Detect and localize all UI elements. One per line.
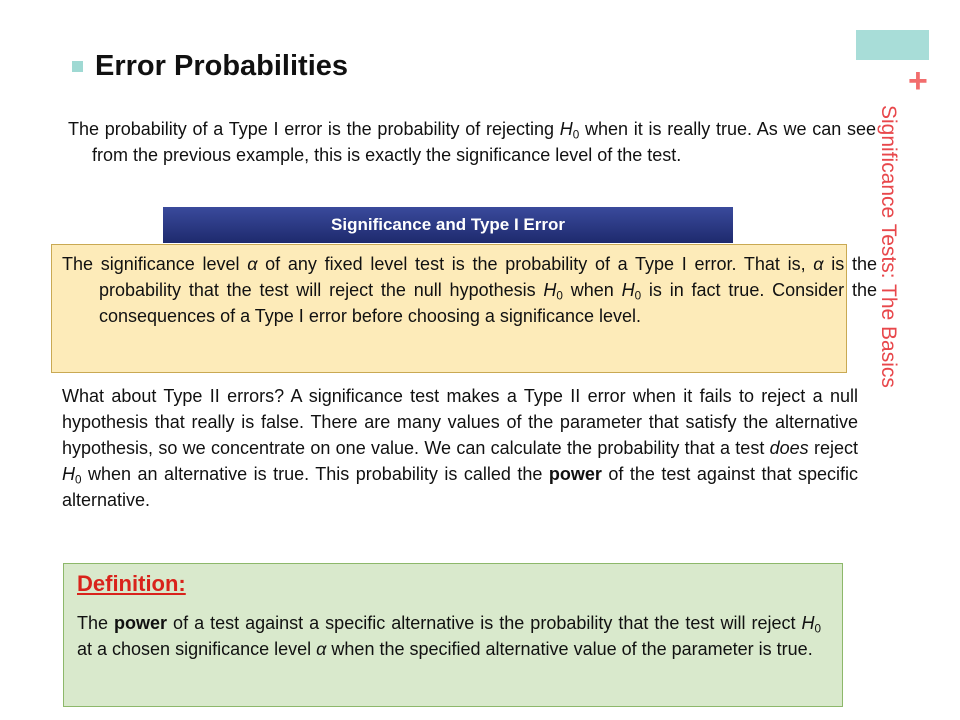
definition-heading: Definition: [77,571,186,596]
slide-title: Error Probabilities [95,50,349,82]
type-two-error-paragraph: What about Type II errors? A significance test makes a Type II error when it fails to reject a null hypothesis that really is false. There are many values of the parameter that satisfy the alternative hypothesis, so we concentrate on one value. We can calculate the probability that a test does reject $H_0$ when an alternative is true. This probability is called the power of the test against that specific alternative. [62,386,859,510]
plus-icon: + [908,62,928,100]
title-bullet [72,61,83,72]
significance-banner: Significance and Type I Error [163,207,733,243]
significance-box-text: The significance level α of any fixed level test is the probability of a Type I error. That is, α is the probability that the test will reject the null hypothesis $H_0$ when $H_0$ is in fact true. Consider the consequences of a Type I error before choosing a significance level. [62,254,877,326]
type-one-error-paragraph: The probability of a Type I error is the probability of rejecting $H_0$ when it is really true. As we can see from the previous example, this is exactly the significance level of the test. [68,119,876,165]
section-side-title: Significance Tests: The Basics [877,105,900,388]
accent-bar [856,30,929,60]
definition-text: The power of a test against a specific alternative is the probability that the test will reject $H_0$ at a chosen significance level α when the specified alternative value of the parameter is true. [77,613,821,659]
